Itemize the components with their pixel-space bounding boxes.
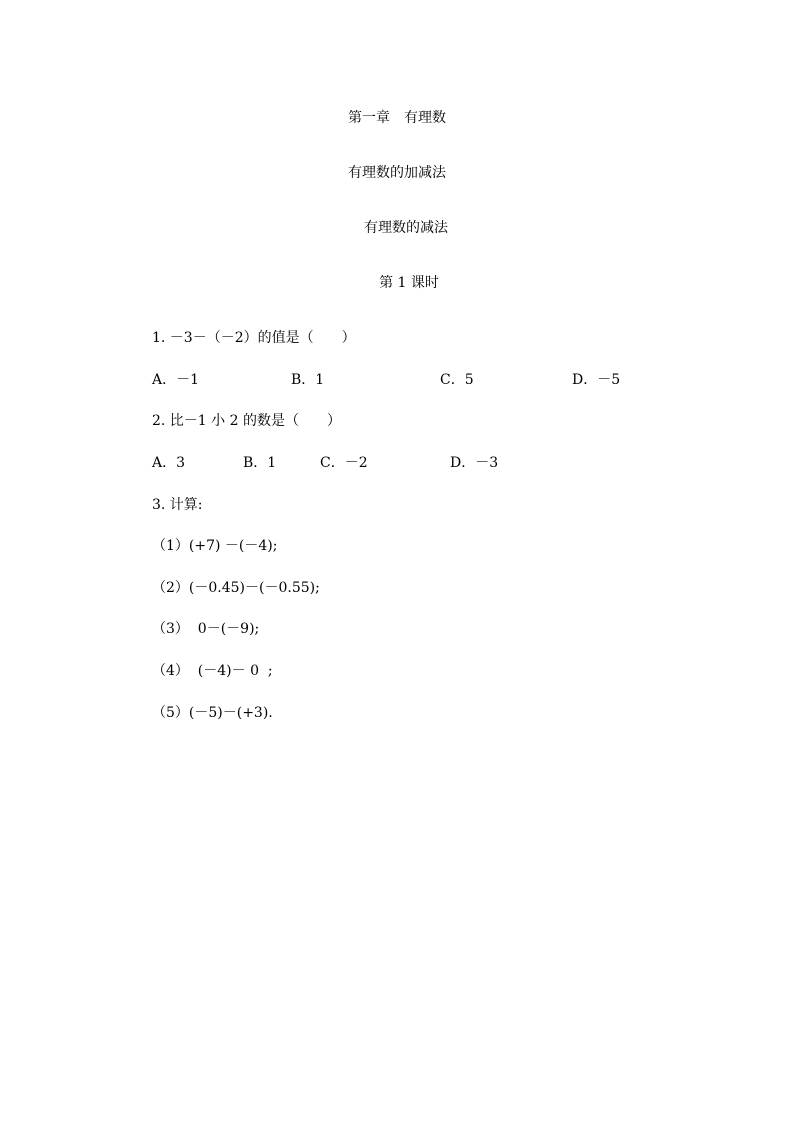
- question-3-part-5: （5）(－5)－(+3).: [152, 705, 273, 721]
- subsection-title: 有理数的减法: [364, 220, 448, 236]
- question-3-part-2: （2）(－0.45)－(－0.55);: [152, 580, 320, 596]
- question-3-stem: 3. 计算:: [152, 497, 203, 513]
- question-1-stem: 1. －3－（－2）的值是（ ）: [152, 330, 356, 346]
- chapter-title: 第一章 有理数: [348, 110, 446, 126]
- question-1-option-b: B．1: [291, 372, 325, 388]
- lesson-title: 第 1 课时: [379, 275, 439, 291]
- question-2-option-c: C．－2: [320, 455, 368, 471]
- question-2-option-b: B．1: [243, 455, 277, 471]
- question-1-option-d: D．－5: [572, 372, 621, 388]
- question-2-option-a: A．3: [152, 455, 186, 471]
- question-1-option-c: C．5: [440, 372, 474, 388]
- question-2-stem: 2. 比－1 小 2 的数是（ ）: [152, 413, 341, 429]
- question-1-option-a: A．－1: [152, 372, 200, 388]
- question-2-option-d: D．－3: [450, 455, 499, 471]
- question-3-part-4: （4） (－4)－ 0 ;: [152, 663, 273, 679]
- section-title: 有理数的加减法: [348, 165, 446, 181]
- question-3-part-3: （3） 0－(－9);: [152, 621, 260, 637]
- question-3-part-1: （1）(+7) －(－4);: [152, 538, 278, 554]
